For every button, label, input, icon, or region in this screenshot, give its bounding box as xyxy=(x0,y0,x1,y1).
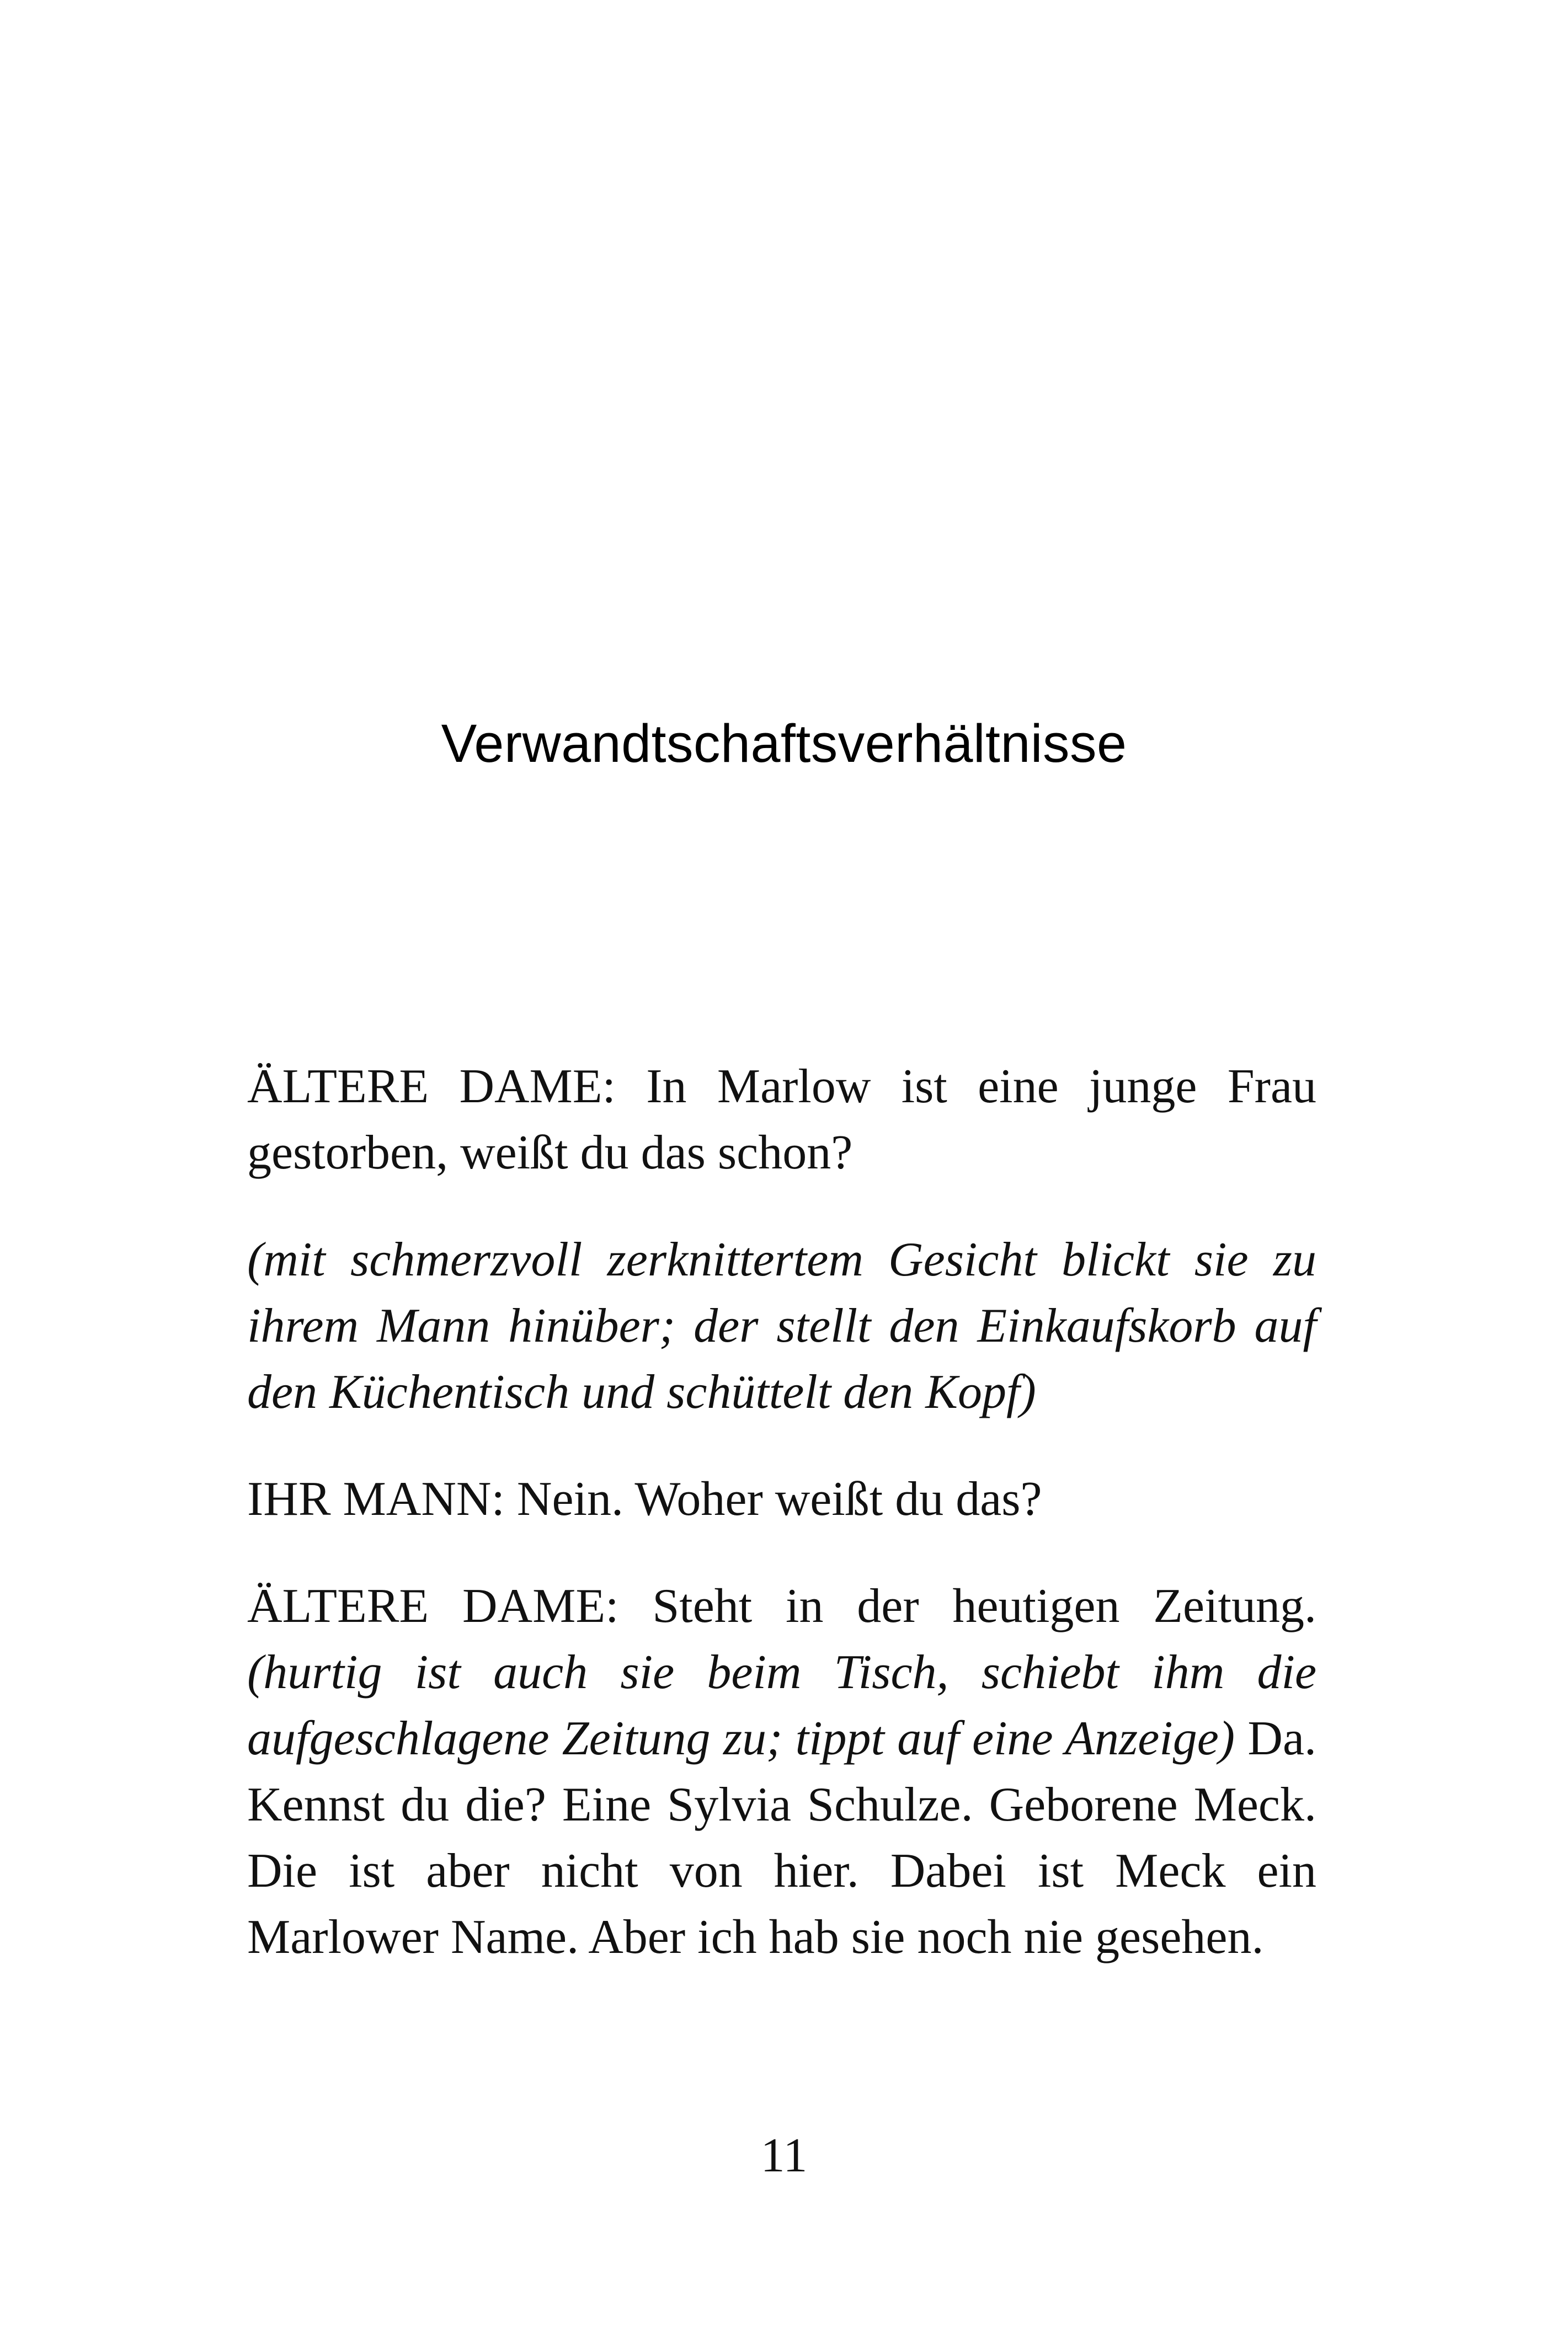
dialogue-text: ÄLTERE DAME: Steht in der heutigen Zeitung. xyxy=(247,1579,1316,1633)
page-number: 11 xyxy=(760,2129,808,2182)
dialogue-line xyxy=(247,1466,1316,1533)
dialogue-text: IHR MANN: Nein. Woher weißt du das? xyxy=(247,1472,1042,1526)
stage-direction-text: (mit schmerzvoll zerknittertem Gesicht blickt sie zu ihrem Mann hinüber; der stellt den Einkaufskorb auf den Küchentisch und schüttelt den Kopf) xyxy=(247,1233,1316,1419)
dialogue-line xyxy=(247,1573,1316,1971)
chapter-title: Verwandtschaftsverhältnisse xyxy=(441,713,1127,773)
inline-stage-direction: (hurtig ist auch sie beim Tisch, schiebt ihm die aufgeschlagene Zeitung zu; tippt auf eine Anzeige) xyxy=(247,1646,1316,1765)
dialogue-text: Da. Kennst du die? Eine Sylvia Schulze. Geborene Meck. Die ist aber nicht von hier. Dabei ist Meck ein Marlower Name. Aber ich hab sie noch nie gesehen. xyxy=(247,1712,1316,1964)
dialogue-body xyxy=(247,1054,1316,1971)
dialogue-text: ÄLTERE DAME: In Marlow ist eine junge Frau gestorben, weißt du das schon? xyxy=(247,1060,1316,1179)
dialogue-line xyxy=(247,1054,1316,1186)
stage-direction xyxy=(247,1227,1316,1426)
